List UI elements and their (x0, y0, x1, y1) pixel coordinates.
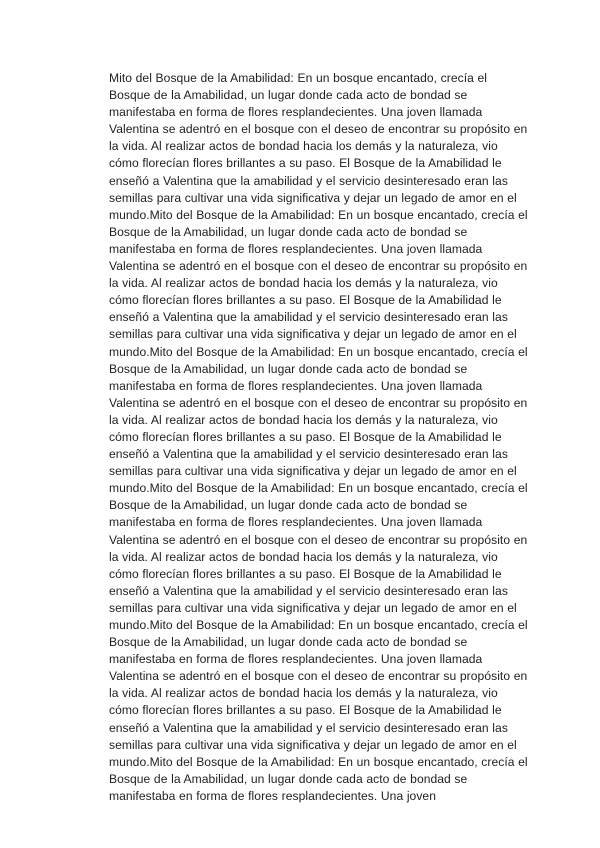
body-paragraph: Mito del Bosque de la Amabilidad: En un bosque encantado, crecía el Bosque de la Amabilidad, un lugar donde cada acto de bondad se manifestaba en forma de flores resplandecientes. Una joven llamada Valentina se adentró en el bosque con el deseo de encontrar su propósito en la vida. Al realizar actos de bondad hacia los demás y la naturaleza, vio cómo florecían flores brillantes a su paso. El Bosque de la Amabilidad le enseñó a Valentina que la amabilidad y el servicio desinteresado eran las semillas para cultivar una vida significativa y dejar un legado de amor en el mundo.Mito del Bosque de la Amabilidad: En un bosque encantado, crecía el Bosque de la Amabilidad, un lugar donde cada acto de bondad se manifestaba en forma de flores resplandecientes. Una joven llamada Valentina se adentró en el bosque con el deseo de encontrar su propósito en la vida. Al realizar actos de bondad hacia los demás y la naturaleza, vio cómo florecían flores brillantes a su paso. El Bosque de la Amabilidad le enseñó a Valentina que la amabilidad y el servicio desinteresado eran las semillas para cultivar una vida significativa y dejar un legado de amor en el mundo.Mito del Bosque de la Amabilidad: En un bosque encantado, crecía el Bosque de la Amabilidad, un lugar donde cada acto de bondad se manifestaba en forma de flores resplandecientes. Una joven llamada Valentina se adentró en el bosque con el deseo de encontrar su propósito en la vida. Al realizar actos de bondad hacia los demás y la naturaleza, vio cómo florecían flores brillantes a su paso. El Bosque de la Amabilidad le enseñó a Valentina que la amabilidad y el servicio desinteresado eran las semillas para cultivar una vida significativa y dejar un legado de amor en el mundo.Mito del Bosque de la Amabilidad: En un bosque encantado, crecía el Bosque de la Amabilidad, un lugar donde cada acto de bondad se manifestaba en forma de flores resplandecientes. Una joven llamada Valentina se adentró en el bosque con el deseo de encontrar su propósito en la vida. Al realizar actos de bondad hacia los demás y la naturaleza, vio cómo florecían flores brillantes a su paso. El Bosque de la Amabilidad le enseñó a Valentina que la amabilidad y el servicio desinteresado eran las semillas para cultivar una vida significativa y dejar un legado de amor en el mundo.Mito del Bosque de la Amabilidad: En un bosque encantado, crecía el Bosque de la Amabilidad, un lugar donde cada acto de bondad se manifestaba en forma de flores resplandecientes. Una joven llamada Valentina se adentró en el bosque con el deseo de encontrar su propósito en la vida. Al realizar actos de bondad hacia los demás y la naturaleza, vio cómo florecían flores brillantes a su paso. El Bosque de la Amabilidad le enseñó a Valentina que la amabilidad y el servicio desinteresado eran las semillas para cultivar una vida significativa y dejar un legado de amor en el mundo.Mito del Bosque de la Amabilidad: En un bosque encantado, crecía el Bosque de la Amabilidad, un lugar donde cada acto de bondad se manifestaba en forma de flores resplandecientes. Una joven (109, 71, 528, 803)
